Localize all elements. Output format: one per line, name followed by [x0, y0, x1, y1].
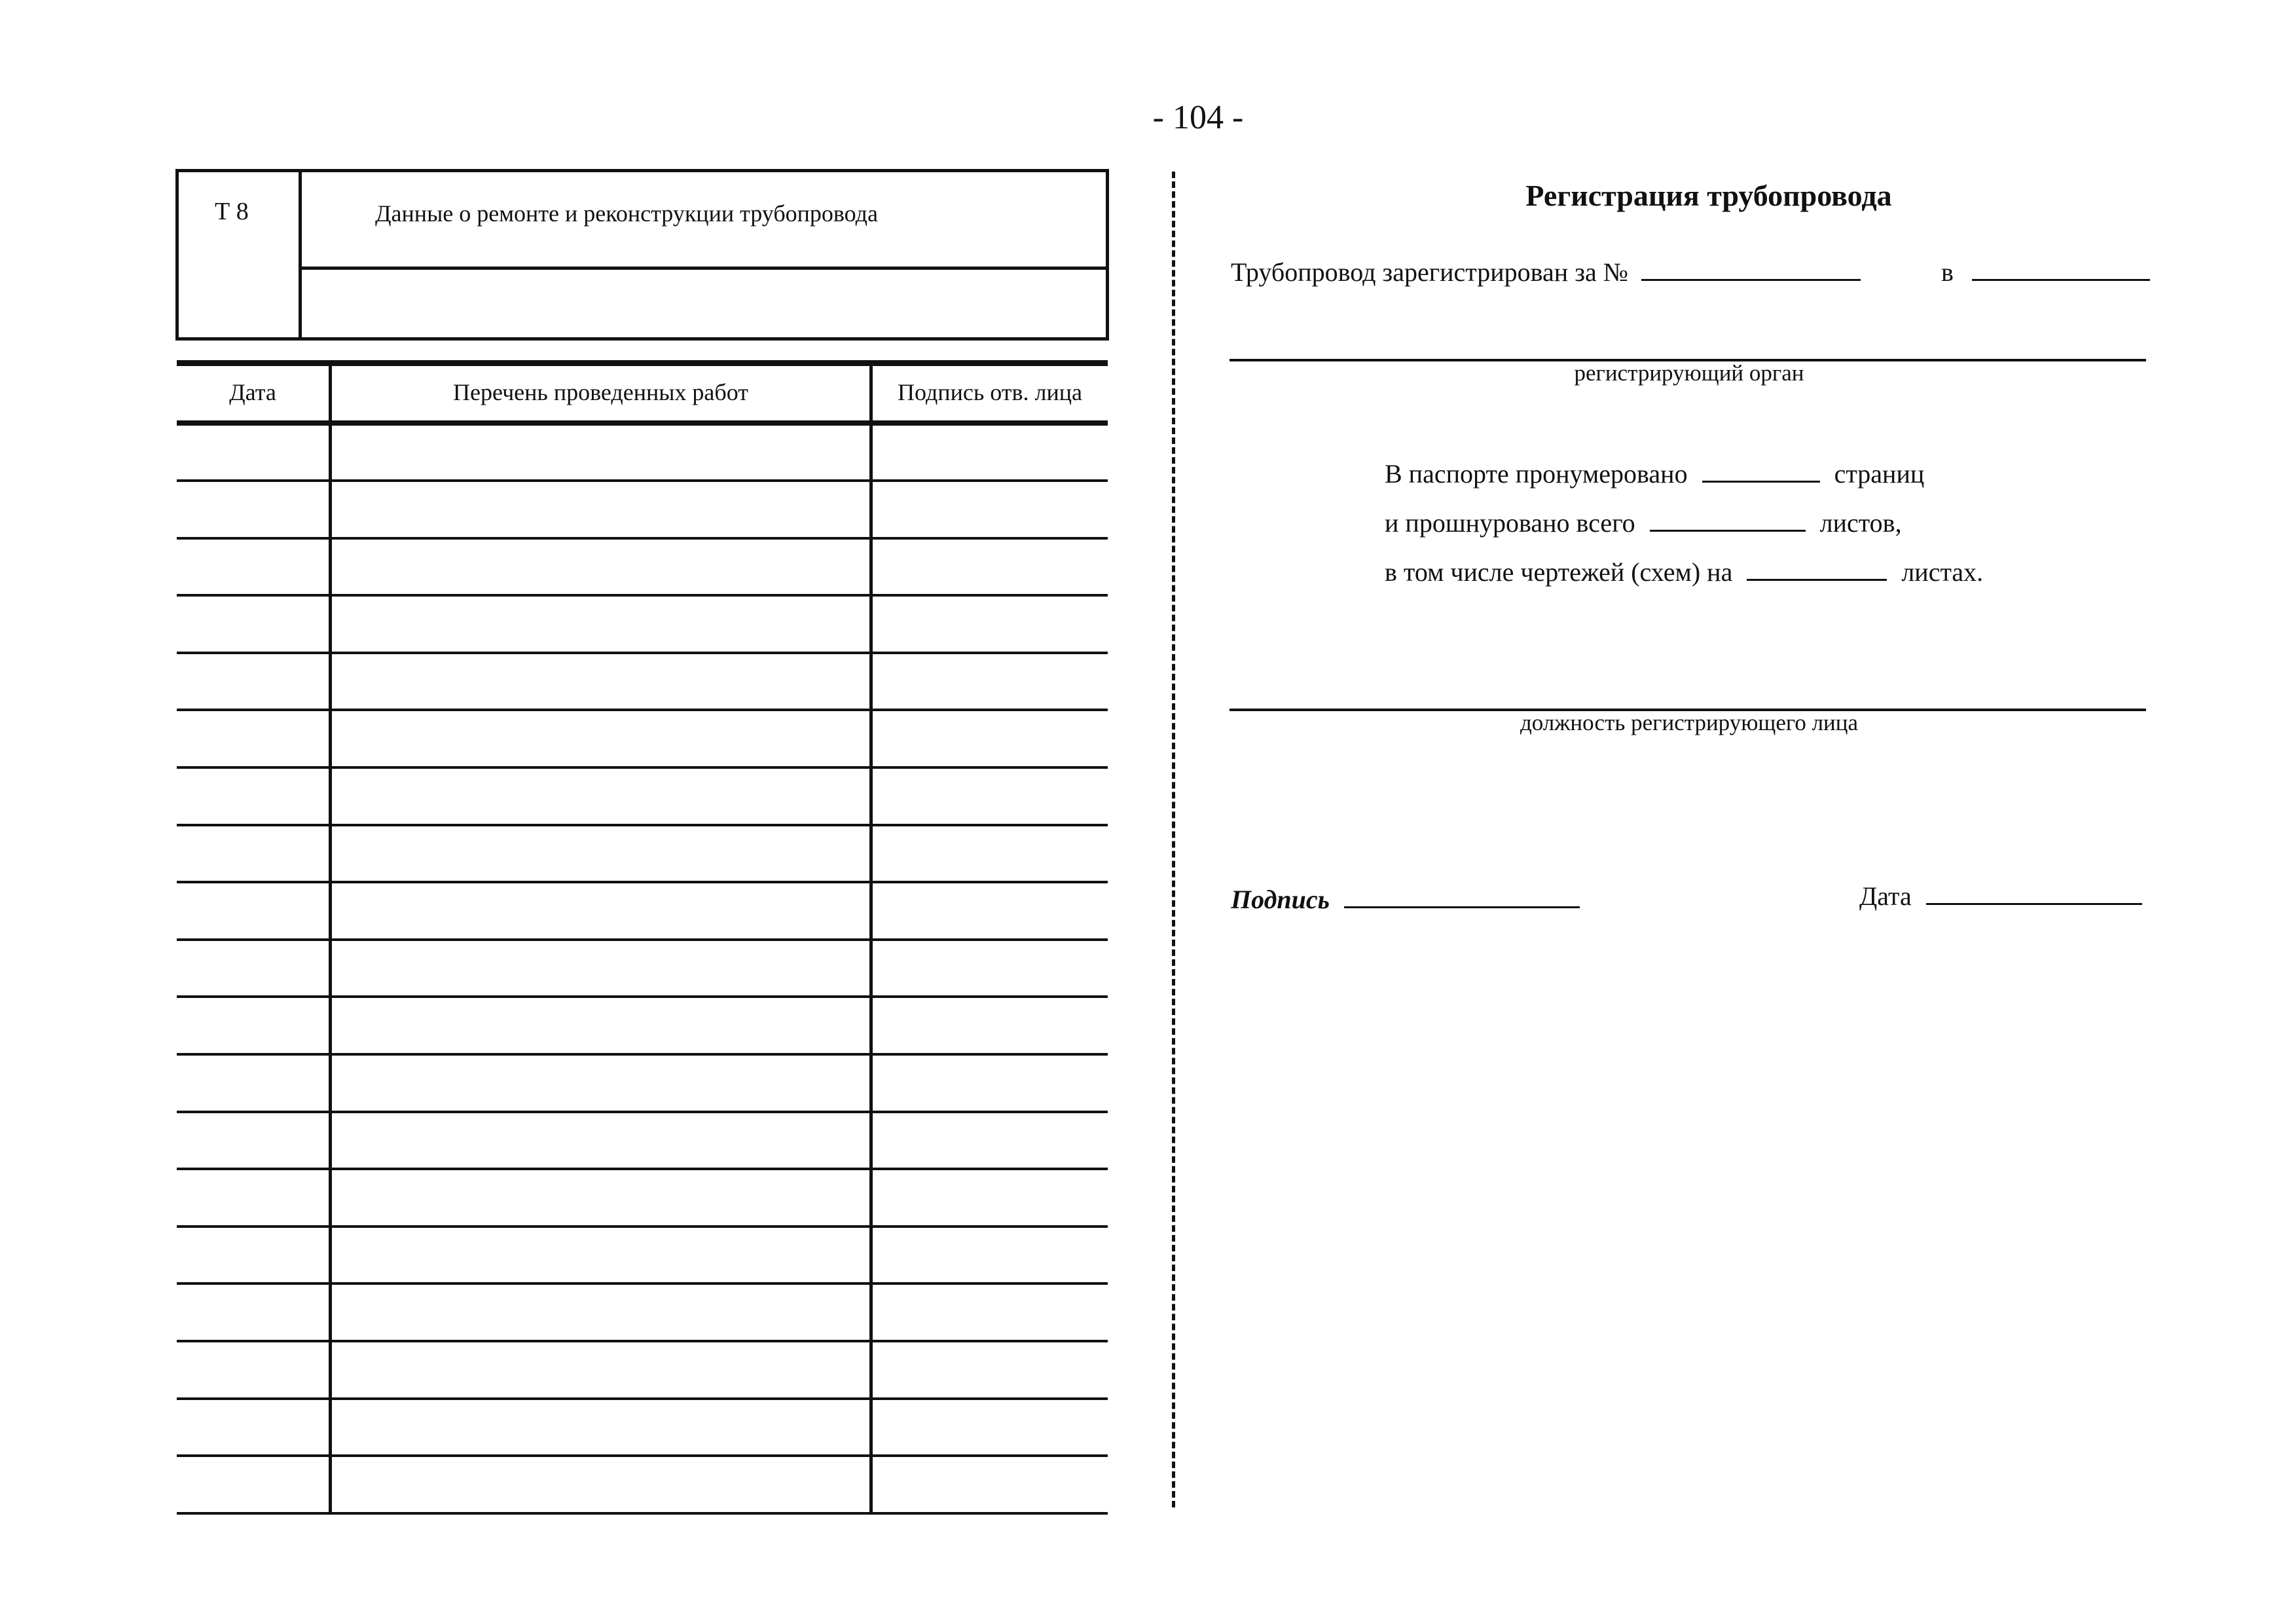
signature-label: Подпись [1231, 885, 1330, 914]
table-row-line [177, 1225, 1108, 1228]
registered-label: Трубопровод зарегистрирован за № [1231, 257, 1628, 287]
passport-line-pages [1385, 458, 1924, 489]
drawings-unit: листах. [1901, 557, 1984, 587]
table-top-border [177, 360, 1108, 366]
column-header-signature: Подпись отв. лица [898, 379, 1082, 405]
table-row-line [177, 1397, 1108, 1400]
table-row-line [177, 766, 1108, 769]
column-header-date: Дата [229, 379, 276, 405]
signature-line [1231, 884, 1580, 915]
table-row-line [177, 995, 1108, 998]
table-row-line [177, 594, 1108, 597]
registering-body-caption: регистрирующий орган [1574, 360, 1804, 386]
date-line [1859, 881, 2142, 912]
table-row-line [177, 537, 1108, 540]
registrar-position-caption: должность регистрирующего лица [1520, 710, 1859, 735]
section-code: Т 8 [215, 198, 249, 225]
section-header-box [175, 169, 1109, 341]
registration-title: Регистрация трубопровода [1525, 179, 1892, 212]
passport-sheets-label: и прошнуровано всего [1385, 508, 1635, 538]
table-row-line [177, 1053, 1108, 1056]
drawings-count-field[interactable] [1747, 557, 1887, 581]
column-header-works: Перечень проведенных работ [453, 379, 748, 405]
repair-log-table [177, 360, 1108, 1513]
table-row-line [177, 652, 1108, 654]
signature-field[interactable] [1344, 884, 1580, 908]
registration-place-line [1941, 257, 2150, 287]
table-row-line [177, 824, 1108, 826]
passport-line-sheets [1385, 507, 1902, 538]
sheets-count-field[interactable] [1650, 507, 1806, 532]
section-code-cell [179, 172, 302, 337]
passport-line-drawings [1385, 557, 1983, 587]
table-row-line [177, 1168, 1108, 1170]
registration-number-field[interactable] [1641, 257, 1861, 281]
passport-pages-label: В паспорте пронумеровано [1385, 459, 1688, 489]
cut-line [1172, 172, 1175, 1507]
table-row-line [177, 1111, 1108, 1113]
drawings-label: в том числе чертежей (схем) на [1385, 557, 1733, 587]
table-row-line [177, 709, 1108, 711]
section-title: Данные о ремонте и реконструкции трубопровода [375, 200, 878, 227]
table-row-line [177, 938, 1108, 941]
in-label: в [1941, 257, 1954, 287]
page-number: - 104 - [1152, 99, 1244, 136]
table-row-line [177, 881, 1108, 883]
registration-place-field[interactable] [1972, 257, 2150, 281]
table-header-border [177, 420, 1108, 426]
table-row-line [177, 1340, 1108, 1342]
registration-number-line [1231, 257, 1861, 287]
sheets-unit: листов, [1819, 508, 1902, 538]
date-field[interactable] [1926, 881, 2142, 905]
header-divider [302, 267, 1106, 270]
pages-unit: страниц [1834, 459, 1925, 489]
table-row-line [177, 1512, 1108, 1515]
pages-count-field[interactable] [1702, 458, 1820, 483]
table-row-line [177, 1282, 1108, 1285]
table-row-line [177, 1454, 1108, 1457]
table-row-line [177, 479, 1108, 482]
date-label: Дата [1859, 881, 1912, 911]
